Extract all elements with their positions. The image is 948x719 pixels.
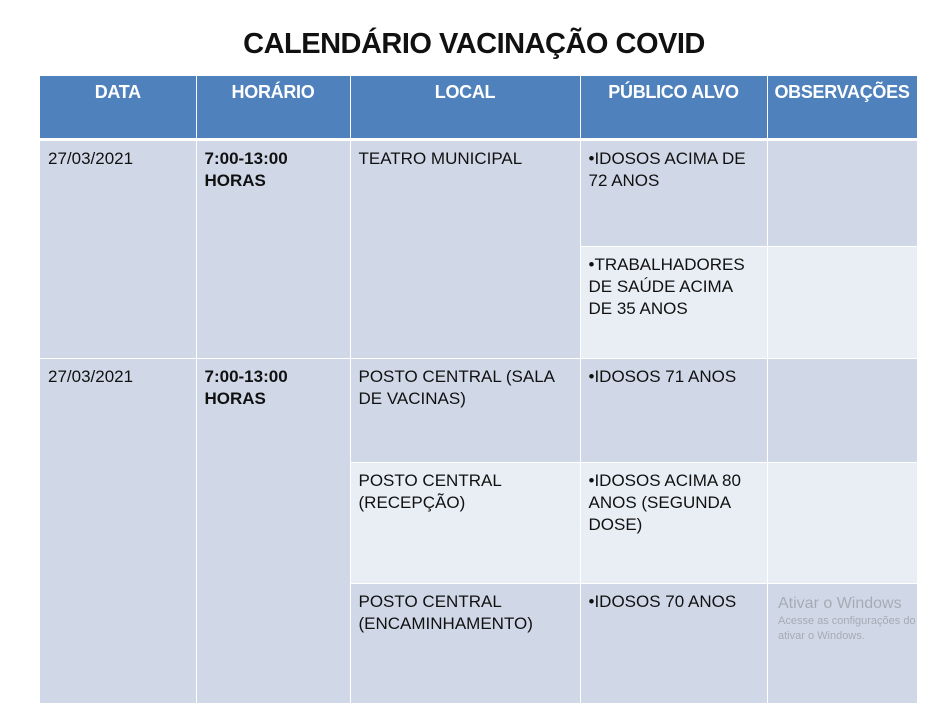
- cell-observacoes: [767, 463, 917, 584]
- page-title: CALENDÁRIO VACINAÇÃO COVID: [243, 28, 705, 60]
- table-row: [40, 140, 917, 247]
- header-horario: HORÁRIO: [196, 76, 350, 140]
- cell-local: POSTO CENTRAL (RECEPÇÃO): [350, 463, 580, 584]
- header-local: LOCAL: [350, 76, 580, 140]
- cell-observacoes: [767, 359, 917, 463]
- cell-local: POSTO CENTRAL (SALA DE VACINAS): [350, 359, 580, 463]
- watermark-line: Acesse as configurações do: [778, 615, 916, 627]
- cell-data: 27/03/2021: [40, 359, 196, 704]
- cell-local: TEATRO MUNICIPAL: [350, 140, 580, 359]
- cell-publico-alvo: •IDOSOS ACIMA DE 72 ANOS: [580, 140, 767, 247]
- cell-horario: 7:00-13:00 HORAS: [196, 359, 350, 704]
- cell-horario: 7:00-13:00 HORAS: [196, 140, 350, 359]
- watermark-line: ativar o Windows.: [778, 630, 865, 642]
- cell-publico-alvo: •IDOSOS 71 ANOS: [580, 359, 767, 463]
- windows-activation-watermark: [778, 594, 948, 644]
- header-publico-alvo: PÚBLICO ALVO: [580, 76, 767, 140]
- header-data: DATA: [40, 76, 196, 140]
- cell-local: POSTO CENTRAL (ENCAMINHAMENTO): [350, 584, 580, 704]
- table-header-row: [40, 76, 917, 140]
- cell-publico-alvo: •TRABALHADORES DE SAÚDE ACIMA DE 35 ANOS: [580, 247, 767, 359]
- cell-publico-alvo: •IDOSOS 70 ANOS: [580, 584, 767, 704]
- watermark-title: Ativar o Windows: [778, 595, 902, 612]
- cell-observacoes: [767, 140, 917, 247]
- table-row: [40, 359, 917, 463]
- cell-publico-alvo: •IDOSOS ACIMA 80 ANOS (SEGUNDA DOSE): [580, 463, 767, 584]
- cell-data: 27/03/2021: [40, 140, 196, 359]
- header-observacoes: OBSERVAÇÕES: [767, 76, 917, 140]
- cell-observacoes: [767, 247, 917, 359]
